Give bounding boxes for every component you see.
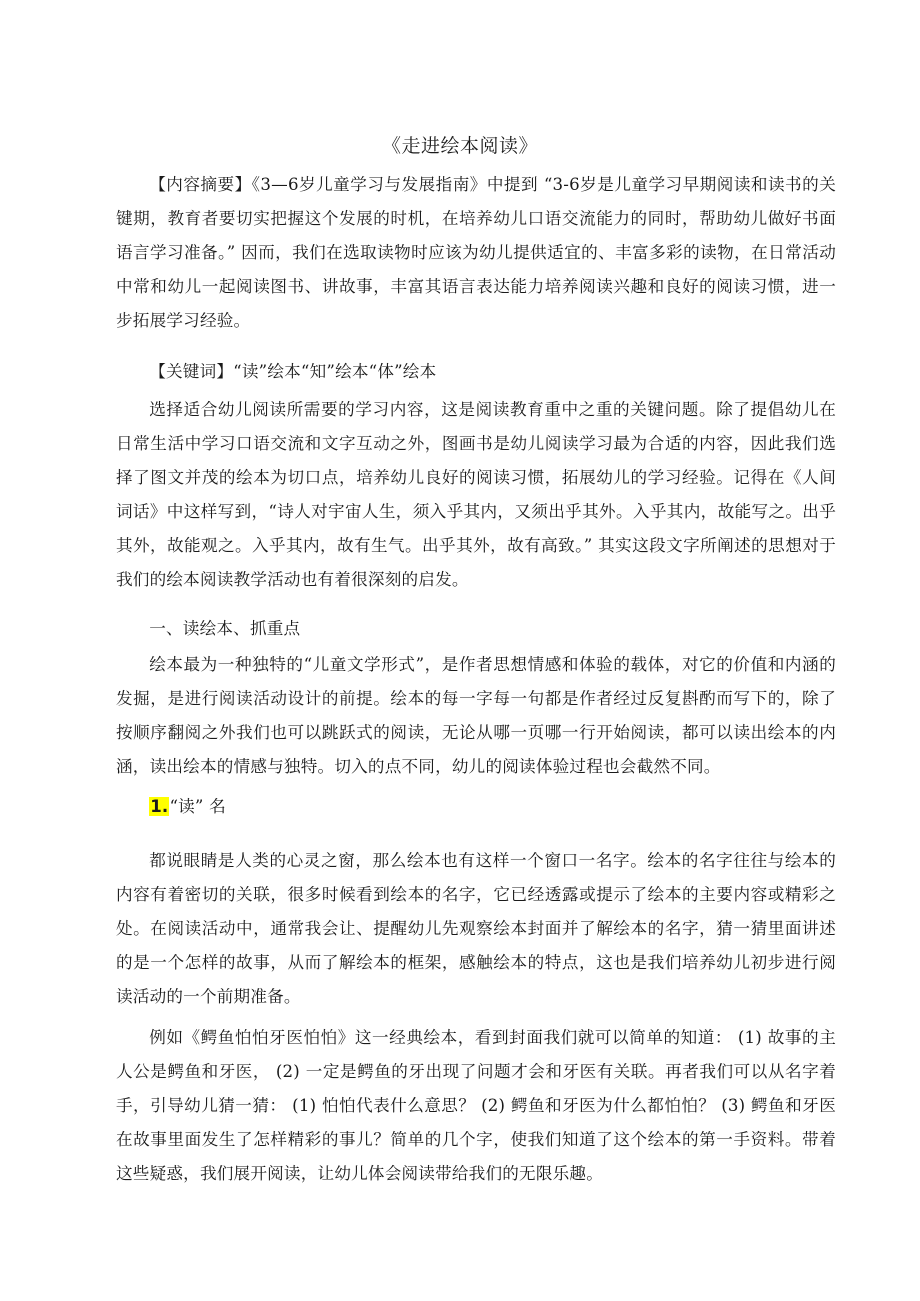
abstract-paragraph: 【内容摘要】《3—6岁儿童学习与发展指南》中提到 “3-6岁是儿童学习早期阅读和读书的关键期，教育者要切实把握这个发展的时机，在培养幼儿口语交流能力的同时，帮助幼儿做好书面语言学习准备。” 因而，我们在选取读物时应该为幼儿提供适宜的、丰富多彩的读物，在日常活动中常和幼儿一起阅读图书、讲故事，丰富其语言表达能力培养阅读兴趣和良好的阅读习惯，进一步拓展学习经验。 bbox=[116, 175, 836, 330]
subsection-heading bbox=[116, 790, 836, 824]
keywords-paragraph: 【关键词】“读”绘本“知”绘本“体”绘本 bbox=[149, 362, 437, 381]
subsection-paragraph-1: 都说眼睛是人类的心灵之窗，那么绘本也有这样一个窗口一名字。绘本的名字往往与绘本的内容有着密切的关联，很多时候看到绘本的名字，它已经透露或提示了绘本的主要内容或精彩之处。在阅读活动中，通常我会让、提醒幼儿先观察绘本封面并了解绘本的名字，猜一猜里面讲述的是一个怎样的故事，从而了解绘本的框架，感触绘本的特点，这也是我们培养幼儿初步进行阅读活动的一个前期准备。 bbox=[116, 851, 836, 1006]
subsection-title: “读” 名 bbox=[169, 797, 226, 816]
subsection-number: 1. bbox=[150, 797, 169, 816]
intro-paragraph: 选择适合幼儿阅读所需要的学习内容，这是阅读教育重中之重的关键问题。除了提倡幼儿在日常生活中学习口语交流和文字互动之外，图画书是幼儿阅读学习最为合适的内容，因此我们选择了图文并茂的绘本为切口点，培养幼儿良好的阅读习惯，拓展幼儿的学习经验。记得在《人间词话》中这样写到，“诗人对宇宙人生，须入乎其内，又须出乎其外。入乎其内，故能写之。出乎其外，故能观之。入乎其内，故有生气。出乎其外，故有高致。” 其实这段文字所阐述的思想对于我们的绘本阅读教学活动也有着很深刻的启发。 bbox=[116, 400, 836, 589]
section-heading: 一、读绘本、抓重点 bbox=[149, 619, 301, 638]
section-body-paragraph: 绘本最为一种独特的“儿童文学形式”，是作者思想情感和体验的载体，对它的价值和内涵的发掘，是进行阅读活动设计的前提。绘本的每一字每一句都是作者经过反复斟酌而写下的，除了按顺序翻阅之外我们也可以跳跃式的阅读，无论从哪一页哪一行开始阅读，都可以读出绘本的内涵，读出绘本的情感与独特。切入的点不同，幼儿的阅读体验过程也会截然不同。 bbox=[116, 655, 836, 776]
subsection-paragraph-2: 例如《鳄鱼怕怕牙医怕怕》这一经典绘本，看到封面我们就可以简单的知道： (1) 故事的主人公是鳄鱼和牙医， (2) 一定是鳄鱼的牙出现了问题才会和牙医有关联。再者我们可以从名字着手，引导幼儿猜一猜： (1) 怕怕代表什么意思？ (2) 鳄鱼和牙医为什么都怕怕？ (3) 鳄鱼和牙医在故事里面发生了怎样精彩的事儿？简单的几个字，使我们知道了这个绘本的第一手资料。带着这些疑惑，我们展开阅读，让幼儿体会阅读带给我们的无限乐趣。 bbox=[116, 1028, 836, 1183]
document-title: 《走进绘本阅读》 bbox=[381, 135, 538, 157]
